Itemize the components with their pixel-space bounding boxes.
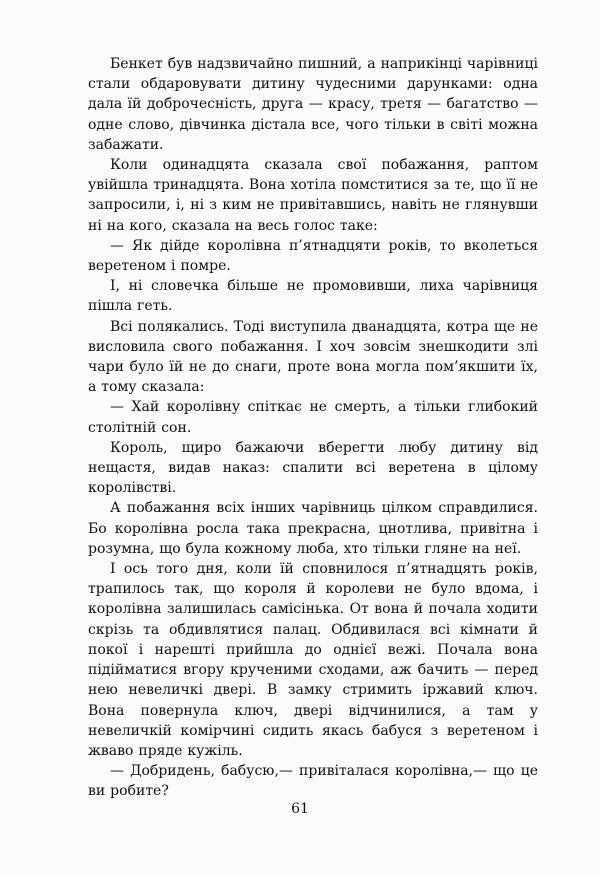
paragraph-6: — Хай королівну спіткає не смерть, а тільки глибокий столітній сон. xyxy=(88,399,538,436)
paragraph-9: І ось того дня, коли їй сповнилося п’ятнадцять років, трапилось так, що короля й королеви не було вдома, і королівна залишилась самісінька. От вона й почала ходити скрізь та обдивлятися палац. Обдивилася всі кімнати й покої і нарешті прийшла до однієї вежі. Почала вона підійматися вгору крученими сходами, аж бачить — перед нею невеличкі двері. В замку стримить іржавий ключ. Вона повернула ключ, двері відчинилися, а там у невеличкій комірчині сидить якась бабуся з веретеном і жваво пряде кужіль. xyxy=(88,561,538,759)
paragraph-3: — Як дійде королівна п’ятнадцяти років, то вколеться веретеном і помре. xyxy=(88,237,538,275)
paragraph-4: І, ні словечка більше не промовивши, лиха чарівниця пішла геть. xyxy=(88,278,538,315)
paragraph-10: — Добридень, бабусю,— привіталася королівна,— що це ви робите? xyxy=(88,763,538,800)
page-number: 61 xyxy=(291,801,309,817)
page-text xyxy=(88,54,538,802)
paragraph-7: Король, щиро бажаючи вберегти любу дитину від нещастя, видав наказ: спалити всі веретена в цілому королівстві. xyxy=(88,439,538,497)
paragraph-8: А побажання всіх інших чарівниць цілком справдилися. Бо королівна росла така прекрасна, цнотлива, привітна і розумна, що була кожному люба, хто тільки гляне на неї. xyxy=(88,500,538,557)
paragraph-2: Коли одинадцята сказала свої побажання, раптом увійшла тринадцята. Вона хотіла помститися за те, що її не запросили, і, ні з ким не привітавшись, навіть не глянувши ні на кого, сказала на весь голос таке: xyxy=(88,157,538,234)
paragraph-1: Бенкет був надзвичайно пишний, а наприкінці чарівниці стали обдаровувати дитину чудесними дарунками: одна дала їй доброчесність, друга — красу, третя — багатство — одне слово, дівчинка дістала все, чого тільки в світі можна забажати. xyxy=(88,56,538,153)
paragraph-5: Всі полякались. Тоді виступила дванадцята, котра ще не висловила свого побажання. І хоч зовсім знешкодити злі чари було їй не до снаги, проте вона могла пом’якшити їх, а тому сказала: xyxy=(88,318,538,396)
